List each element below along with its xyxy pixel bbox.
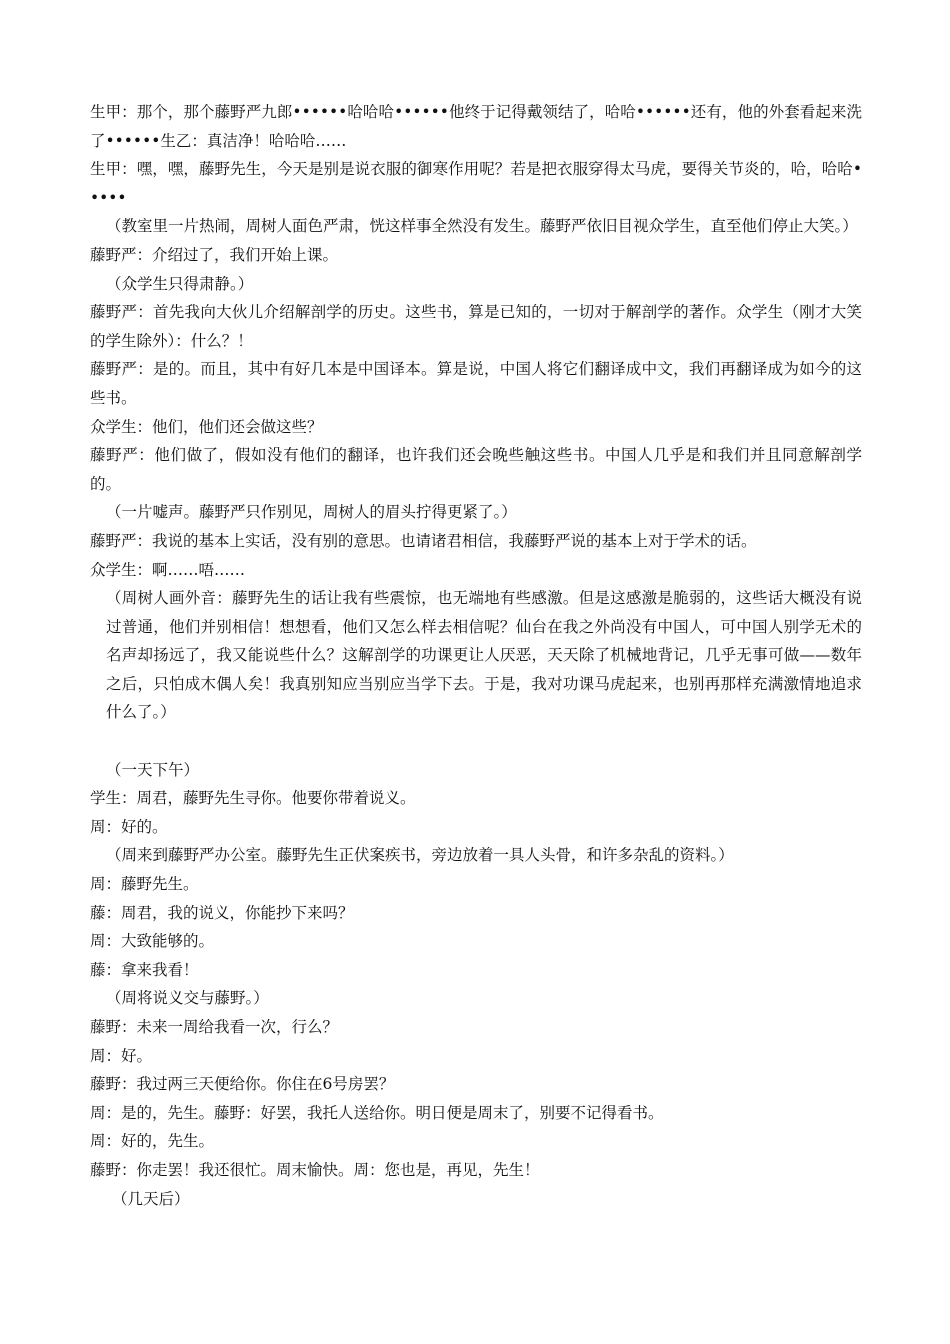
stage-direction: （周来到藤野严办公室。藤野先生正伏案疾书，旁边放着一具人头骨，和许多杂乱的资料。） (106, 846, 734, 865)
dialogue-line: 藤野严：我说的基本上实话，没有别的意思。也请诸君相信，我藤野严说的基本上对于学术的话。 (90, 531, 757, 550)
dialogue-line: 周：大致能够的。 (90, 932, 215, 951)
dialogue-line: 藤野：我过两三天便给你。你住在6号房罢？ (90, 1075, 395, 1094)
dialogue-line: 生甲：那个，那个藤野严九郎••••••哈哈哈••••••他终于记得戴领结了，哈哈••••••还有，他的外套看起来洗了••••••生乙：真洁净！哈哈哈…… (90, 103, 862, 150)
dialogue-line: 周：好。 (90, 1046, 153, 1065)
dialogue-line: 藤：周君，我的说义，你能抄下来吗？ (90, 903, 354, 922)
dialogue-line: 周：好的，先生。 (90, 1132, 215, 1151)
dialogue-line: 藤野严：介绍过了，我们开始上课。 (90, 245, 339, 264)
dialogue-line: 学生：周君，藤野先生寻你。他要你带着说义。 (90, 789, 416, 808)
dialogue-line: 周：好的。 (90, 817, 168, 836)
dialogue-line: 藤野：你走罢！我还很忙。周末愉快。周：您也是，再见，先生！ (90, 1160, 540, 1179)
dialogue-line: 周：藤野先生。 (90, 875, 199, 894)
dialogue-line: 众学生：啊……唔…… (90, 560, 246, 579)
stage-direction: （几天后） (112, 1189, 190, 1208)
stage-direction: （周树人画外音：藤野先生的话让我有些震惊，也无端地有些感激。但是这感激是脆弱的，这些话大概没有说过普通，他们并别相信！想想看，他们又怎么样去相信呢？仙台在我之外尚没有中国人，可中国人别学无术的名声却扬远了，我又能说些什么？这解剖学的功课更让人厌恶，天天除了机械地背记，几乎无事可做——数年之后，只怕成木偶人矣！我真别知应当别应当学下去。于是，我对功课马虎起来，也别再那样充满激情地追求什么了。） (106, 589, 862, 722)
dialogue-line: 藤野：未来一周给我看一次，行么？ (90, 1018, 339, 1036)
dialogue-line: 生甲：嘿，嘿，藤野先生，今天是别是说衣服的御寒作用呢？若是把衣服穿得太马虎，要得关节炎的，哈，哈哈••••• (90, 160, 862, 207)
dialogue-line: 众学生：他们，他们还会做这些？ (90, 417, 323, 436)
stage-direction: （众学生只得肃静。） (106, 274, 254, 293)
stage-direction: （一片嘘声。藤野严只作别见，周树人的眉头拧得更紧了。） (106, 503, 517, 522)
dialogue-line: 藤野严：是的。而且，其中有好几本是中国译本。算是说，中国人将它们翻译成中文，我们再翻译成为如今的这些书。 (90, 360, 862, 407)
stage-direction: （一天下午） (106, 760, 200, 779)
stage-direction: （周将说义交与藤野。） (106, 989, 269, 1008)
dialogue-line: 周：是的，先生。藤野：好罢，我托人送给你。明日便是周末了，别要不记得看书。 (90, 1103, 664, 1122)
dialogue-line: 藤野严：他们做了，假如没有他们的翻译，也许我们还会晚些触这些书。中国人几乎是和我们并且同意解剖学的。 (90, 446, 862, 493)
dialogue-line: 藤：拿来我看！ (90, 960, 199, 979)
stage-direction: （教室里一片热闹，周树人面色严肃，恍这样事全然没有发生。藤野严依旧目视众学生，直至他们停止大笑。） (106, 217, 858, 236)
dialogue-line: 藤野严：首先我向大伙儿介绍解剖学的历史。这些书，算是已知的，一切对于解剖学的著作。众学生（刚才大笑的学生除外）：什么？！ (90, 303, 862, 350)
document-page (90, 98, 862, 1213)
blank-line (90, 727, 862, 756)
